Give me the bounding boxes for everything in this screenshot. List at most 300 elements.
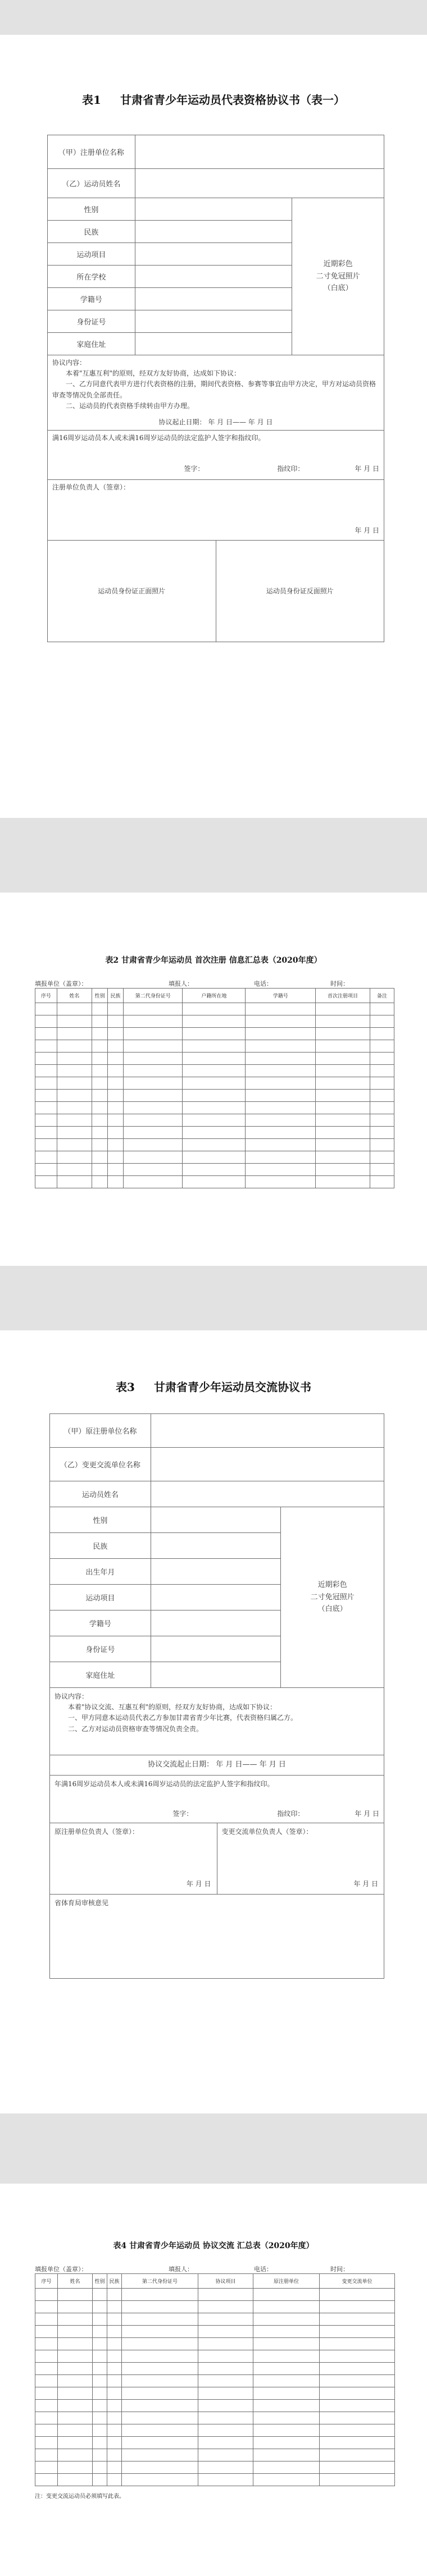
form2-table-cell[interactable] (35, 1176, 57, 1188)
form2-table-cell[interactable] (316, 1053, 370, 1065)
form2-table-cell[interactable] (108, 1077, 124, 1090)
form2-table-cell[interactable] (124, 1090, 183, 1102)
form3-id-no-value[interactable] (151, 1636, 281, 1662)
form4-table-cell[interactable] (253, 2474, 320, 2486)
form4-table-cell[interactable] (93, 2400, 107, 2412)
form2-table-cell[interactable] (124, 1065, 183, 1077)
form2-table-cell[interactable] (183, 1127, 246, 1139)
form2-table-cell[interactable] (108, 1102, 124, 1114)
form4-table-cell[interactable] (320, 2412, 395, 2424)
form4-table-cell[interactable] (107, 2449, 122, 2461)
form2-table-cell[interactable] (370, 1053, 394, 1065)
form2-table-cell[interactable] (246, 1102, 316, 1114)
form4-col-ethnic: 民族 (107, 2274, 122, 2289)
form2-table-cell[interactable] (370, 1003, 394, 1015)
form2-table-cell[interactable] (92, 1077, 108, 1090)
form2-table-cell[interactable] (108, 1151, 124, 1164)
form2-table-cell[interactable] (124, 1053, 183, 1065)
form4-table-cell[interactable] (35, 2289, 58, 2301)
form2-col-student-no: 学籍号 (246, 989, 316, 1003)
form4-table-cell[interactable] (58, 2350, 93, 2363)
form2-table-cell[interactable] (57, 1176, 92, 1188)
form4-table-cell[interactable] (320, 2400, 395, 2412)
form2-table-cell[interactable] (57, 1065, 92, 1077)
form2-table-cell[interactable] (370, 1127, 394, 1139)
form1-title-text: 甘肃省青少年运动员代表资格协议书（表一） (120, 93, 345, 107)
form1-school-value[interactable] (135, 266, 292, 288)
form2-table-cell[interactable] (57, 1090, 92, 1102)
form2-table-cell[interactable] (316, 1028, 370, 1040)
form2-table-cell[interactable] (183, 1040, 246, 1053)
form2-table-cell[interactable] (370, 1077, 394, 1090)
form2-table-cell[interactable] (370, 1015, 394, 1028)
form2-table-cell[interactable] (108, 1065, 124, 1077)
form4-table-cell[interactable] (93, 2363, 107, 2375)
form2-table-cell[interactable] (246, 1065, 316, 1077)
form4-table-cell[interactable] (107, 2363, 122, 2375)
form4-table-cell[interactable] (35, 2326, 58, 2338)
form1-id-no-value[interactable] (135, 310, 292, 333)
form1-student-no-value[interactable] (135, 288, 292, 310)
form4-table-cell[interactable] (58, 2375, 93, 2387)
form4-table-cell[interactable] (107, 2474, 122, 2486)
form4-table-cell[interactable] (58, 2313, 93, 2326)
form3-agreement-heading: 协议内容： (54, 1692, 89, 1700)
form4-table-cell[interactable] (253, 2313, 320, 2326)
form2-table-cell[interactable] (124, 1127, 183, 1139)
form3-ethnic-value[interactable] (151, 1533, 281, 1559)
form4-table-cell[interactable] (122, 2437, 198, 2449)
form2-table-cell[interactable] (370, 1176, 394, 1188)
form4-table-cell[interactable] (58, 2474, 93, 2486)
form4-table-cell[interactable] (107, 2424, 122, 2437)
form2-table-cell[interactable] (183, 1139, 246, 1151)
form2-table-cell[interactable] (108, 1114, 124, 1127)
form2-table-cell[interactable] (316, 1040, 370, 1053)
form2-table-cell[interactable] (246, 1176, 316, 1188)
form4-table-cell[interactable] (58, 2437, 93, 2449)
form2-table-cell[interactable] (57, 1114, 92, 1127)
form4-table-cell[interactable] (122, 2449, 198, 2461)
form2-table-cell[interactable] (316, 1015, 370, 1028)
form2-table-cell[interactable] (35, 1003, 57, 1015)
form4-table-cell[interactable] (93, 2375, 107, 2387)
form2-table-cell[interactable] (246, 1077, 316, 1090)
form4-table-cell[interactable] (198, 2375, 253, 2387)
form3-sport-value[interactable] (151, 1585, 281, 1610)
form4-table-cell[interactable] (198, 2387, 253, 2400)
form2-table-cell[interactable] (246, 1139, 316, 1151)
form2-table-cell[interactable] (370, 1164, 394, 1176)
form2-table-cell[interactable] (316, 1176, 370, 1188)
form1-gender-value[interactable] (135, 198, 292, 221)
form4-table-cell[interactable] (93, 2338, 107, 2350)
form4-table-cell[interactable] (93, 2289, 107, 2301)
form4-table-cell[interactable] (320, 2350, 395, 2363)
form2-table-cell[interactable] (35, 1164, 57, 1176)
form4-table-cell[interactable] (253, 2326, 320, 2338)
form1-sign-date: 年 月 日 (355, 465, 379, 473)
form4-table-cell[interactable] (122, 2301, 198, 2313)
form4-table-cell[interactable] (107, 2338, 122, 2350)
form2-table-cell[interactable] (35, 1102, 57, 1114)
page-form-4 (0, 2184, 427, 2576)
form4-table-cell[interactable] (253, 2437, 320, 2449)
form4-table-cell[interactable] (35, 2363, 58, 2375)
form2-table-cell[interactable] (183, 1015, 246, 1028)
form4-table-cell[interactable] (122, 2375, 198, 2387)
form2-table-cell[interactable] (316, 1003, 370, 1015)
form2-table-cell[interactable] (246, 1090, 316, 1102)
form2-table-cell[interactable] (92, 1114, 108, 1127)
form2-table-cell[interactable] (35, 1053, 57, 1065)
form2-table-cell[interactable] (35, 1040, 57, 1053)
form2-table-cell[interactable] (124, 1003, 183, 1015)
form2-table-cell[interactable] (35, 1090, 57, 1102)
form4-table-cell[interactable] (198, 2350, 253, 2363)
form2-table-cell[interactable] (108, 1003, 124, 1015)
form2-table-cell[interactable] (183, 1151, 246, 1164)
form4-table-cell[interactable] (320, 2474, 395, 2486)
form4-table-cell[interactable] (35, 2461, 58, 2474)
form1-yi-value[interactable] (135, 169, 384, 198)
form4-table-cell[interactable] (58, 2424, 93, 2437)
form2-table-cell[interactable] (92, 1028, 108, 1040)
form4-table-cell[interactable] (58, 2326, 93, 2338)
form4-table-cell[interactable] (320, 2387, 395, 2400)
form3-new-unit-cell (217, 1823, 384, 1894)
form4-table-cell[interactable] (35, 2387, 58, 2400)
form4-table-cell[interactable] (93, 2461, 107, 2474)
form2-table-cell[interactable] (57, 1015, 92, 1028)
form2-table-cell[interactable] (57, 1127, 92, 1139)
form2-table-cell[interactable] (370, 1028, 394, 1040)
form4-table-cell[interactable] (35, 2424, 58, 2437)
form4-table-cell[interactable] (122, 2289, 198, 2301)
form4-table-cell[interactable] (93, 2437, 107, 2449)
form4-table-cell[interactable] (122, 2313, 198, 2326)
form4-table-cell[interactable] (58, 2461, 93, 2474)
form2-table-cell[interactable] (124, 1164, 183, 1176)
form4-table-cell[interactable] (58, 2387, 93, 2400)
form2-table-cell[interactable] (35, 1028, 57, 1040)
form4-table-cell[interactable] (198, 2474, 253, 2486)
form2-table-cell[interactable] (316, 1065, 370, 1077)
form4-table-cell[interactable] (93, 2449, 107, 2461)
form2-table-cell[interactable] (370, 1114, 394, 1127)
form1-ethnic-value[interactable] (135, 221, 292, 243)
form2-table-cell[interactable] (57, 1053, 92, 1065)
form4-table-cell[interactable] (198, 2363, 253, 2375)
form2-table-cell[interactable] (108, 1053, 124, 1065)
form4-table-cell[interactable] (253, 2301, 320, 2313)
form2-table-cell[interactable] (108, 1090, 124, 1102)
form2-table-cell[interactable] (316, 1139, 370, 1151)
form4-table-cell[interactable] (253, 2289, 320, 2301)
form2-table-cell[interactable] (57, 1040, 92, 1053)
form4-table-cell[interactable] (253, 2387, 320, 2400)
form4-col-new-unit: 变更交流单位 (320, 2274, 395, 2289)
form4-table-cell[interactable] (93, 2326, 107, 2338)
form4-table-cell[interactable] (107, 2313, 122, 2326)
form2-table-cell[interactable] (92, 1151, 108, 1164)
form2-table-cell[interactable] (316, 1151, 370, 1164)
form2-filler: 填报人： (169, 980, 193, 987)
form2-table-cell[interactable] (246, 1028, 316, 1040)
form2-table-cell[interactable] (108, 1015, 124, 1028)
form4-table-cell[interactable] (198, 2326, 253, 2338)
form4-table-cell[interactable] (320, 2461, 395, 2474)
form2-table-cell[interactable] (57, 1003, 92, 1015)
form4-table-cell[interactable] (320, 2326, 395, 2338)
form2-table-cell[interactable] (35, 1139, 57, 1151)
form2-table-cell[interactable] (370, 1065, 394, 1077)
form2-table-cell[interactable] (57, 1139, 92, 1151)
form4-table-cell[interactable] (35, 2301, 58, 2313)
form2-table-cell[interactable] (92, 1040, 108, 1053)
form4-table-cell[interactable] (93, 2412, 107, 2424)
form4-table-cell[interactable] (58, 2338, 93, 2350)
form2-table-cell[interactable] (57, 1028, 92, 1040)
form4-table-cell[interactable] (320, 2301, 395, 2313)
form4-table-cell[interactable] (198, 2313, 253, 2326)
form2-table-cell[interactable] (124, 1139, 183, 1151)
form4-table-cell[interactable] (198, 2437, 253, 2449)
form4-table-cell[interactable] (107, 2400, 122, 2412)
form4-table-cell[interactable] (320, 2375, 395, 2387)
form4-table-cell[interactable] (253, 2449, 320, 2461)
form2-table-cell[interactable] (108, 1127, 124, 1139)
form4-table-cell[interactable] (107, 2289, 122, 2301)
form4-table-cell[interactable] (122, 2424, 198, 2437)
form1-jia-value[interactable] (135, 135, 384, 169)
form2-table-cell[interactable] (183, 1090, 246, 1102)
form4-table-cell[interactable] (122, 2350, 198, 2363)
form4-table-cell[interactable] (253, 2338, 320, 2350)
form4-table-cell[interactable] (58, 2412, 93, 2424)
form4-table-cell[interactable] (253, 2461, 320, 2474)
form4-table-cell[interactable] (35, 2474, 58, 2486)
form2-table-cell[interactable] (92, 1139, 108, 1151)
form4-time: 时间： (330, 2266, 349, 2273)
form4-table-cell[interactable] (58, 2289, 93, 2301)
form4-table-cell[interactable] (253, 2424, 320, 2437)
form3-name-value[interactable] (151, 1481, 384, 1507)
form2-table-cell[interactable] (57, 1164, 92, 1176)
form4-table-cell[interactable] (107, 2461, 122, 2474)
form3-birth-value[interactable] (151, 1559, 281, 1585)
form4-table-cell[interactable] (122, 2387, 198, 2400)
form4-table-cell[interactable] (93, 2424, 107, 2437)
form2-table-cell[interactable] (316, 1077, 370, 1090)
form2-table-cell[interactable] (124, 1040, 183, 1053)
form4-table-cell[interactable] (93, 2350, 107, 2363)
form2-table-cell[interactable] (246, 1127, 316, 1139)
form2-table-cell[interactable] (183, 1164, 246, 1176)
form2-table-cell[interactable] (35, 1114, 57, 1127)
form4-table-cell[interactable] (122, 2326, 198, 2338)
form4-table-cell[interactable] (35, 2400, 58, 2412)
form4-table-cell[interactable] (253, 2400, 320, 2412)
form4-table-cell[interactable] (253, 2412, 320, 2424)
form2-table-cell[interactable] (183, 1053, 246, 1065)
form4-table-cell[interactable] (320, 2424, 395, 2437)
form2-table-cell[interactable] (92, 1053, 108, 1065)
form2-table-cell[interactable] (370, 1139, 394, 1151)
form4-table-cell[interactable] (122, 2363, 198, 2375)
form2-table-cell[interactable] (35, 1015, 57, 1028)
form2-table-cell[interactable] (92, 1102, 108, 1114)
form2-table-row (35, 1127, 394, 1139)
form3-address-value[interactable] (151, 1662, 281, 1688)
form2-table-cell[interactable] (246, 1053, 316, 1065)
form2-table-cell[interactable] (108, 1139, 124, 1151)
form2-table-cell[interactable] (92, 1090, 108, 1102)
form2-table-cell[interactable] (108, 1040, 124, 1053)
form4-table-cell[interactable] (93, 2301, 107, 2313)
form4-table-cell[interactable] (107, 2326, 122, 2338)
form2-table-cell[interactable] (57, 1077, 92, 1090)
form4-table-cell[interactable] (320, 2289, 395, 2301)
form4-table-cell[interactable] (320, 2449, 395, 2461)
form4-table-cell[interactable] (35, 2375, 58, 2387)
form2-table-cell[interactable] (108, 1028, 124, 1040)
form4-table-cell[interactable] (122, 2400, 198, 2412)
form2-table-cell[interactable] (92, 1127, 108, 1139)
form2-table-cell[interactable] (92, 1176, 108, 1188)
form4-table-cell[interactable] (198, 2449, 253, 2461)
form4-table-row (35, 2400, 395, 2412)
form4-table-cell[interactable] (107, 2301, 122, 2313)
form2-table-cell[interactable] (183, 1176, 246, 1188)
form1-sport-value[interactable] (135, 243, 292, 266)
form4-table-cell[interactable] (35, 2350, 58, 2363)
form4-table-cell[interactable] (198, 2400, 253, 2412)
form3-jia-value[interactable] (151, 1414, 384, 1448)
form2-table-cell[interactable] (246, 1164, 316, 1176)
form2-table-cell[interactable] (316, 1164, 370, 1176)
form3-yi-value[interactable] (151, 1448, 384, 1481)
form4-table-cell[interactable] (198, 2289, 253, 2301)
form4-table-cell[interactable] (122, 2474, 198, 2486)
form2-table-cell[interactable] (35, 1065, 57, 1077)
form4-table-cell[interactable] (93, 2474, 107, 2486)
form2-table-cell[interactable] (108, 1176, 124, 1188)
form2-table-cell[interactable] (35, 1127, 57, 1139)
form4-table-cell[interactable] (122, 2338, 198, 2350)
form2-table-cell[interactable] (370, 1102, 394, 1114)
form4-table-cell[interactable] (198, 2301, 253, 2313)
form4-table-cell[interactable] (320, 2363, 395, 2375)
form2-table-cell[interactable] (92, 1003, 108, 1015)
form4-table-cell[interactable] (58, 2449, 93, 2461)
form4-table-cell[interactable] (198, 2338, 253, 2350)
form2-table-cell[interactable] (92, 1164, 108, 1176)
form4-table-row (35, 2437, 395, 2449)
form2-table-cell[interactable] (316, 1127, 370, 1139)
form4-table-cell[interactable] (253, 2350, 320, 2363)
form3-gender-value[interactable] (151, 1507, 281, 1533)
form4-table-cell[interactable] (35, 2338, 58, 2350)
form2-table-cell[interactable] (370, 1090, 394, 1102)
form2-table-cell[interactable] (316, 1102, 370, 1114)
form2-table-cell[interactable] (124, 1015, 183, 1028)
form3-title (0, 1378, 427, 1394)
form2-table-cell[interactable] (124, 1114, 183, 1127)
form2-table-cell[interactable] (183, 1102, 246, 1114)
form4-table-cell[interactable] (107, 2437, 122, 2449)
form4-table-cell[interactable] (320, 2313, 395, 2326)
form2-table-cell[interactable] (92, 1065, 108, 1077)
form4-table-cell[interactable] (58, 2400, 93, 2412)
form2-table-cell[interactable] (246, 1114, 316, 1127)
form2-table-cell[interactable] (183, 1003, 246, 1015)
form4-table-cell[interactable] (93, 2313, 107, 2326)
form2-table-cell[interactable] (246, 1003, 316, 1015)
form4-table-cell[interactable] (253, 2375, 320, 2387)
form4-table-cell[interactable] (107, 2375, 122, 2387)
form2-table-cell[interactable] (370, 1040, 394, 1053)
form4-table-cell[interactable] (35, 2412, 58, 2424)
form2-table-row (35, 1065, 394, 1077)
form4-table-cell[interactable] (58, 2301, 93, 2313)
form4-table-cell[interactable] (320, 2437, 395, 2449)
form2-table-cell[interactable] (246, 1151, 316, 1164)
form4-col-name: 姓名 (58, 2274, 93, 2289)
form2-table-cell[interactable] (183, 1065, 246, 1077)
form2-table-cell[interactable] (124, 1151, 183, 1164)
form3-student-no-value[interactable] (151, 1610, 281, 1636)
form2-table-cell[interactable] (124, 1102, 183, 1114)
form2-table-cell[interactable] (124, 1028, 183, 1040)
form2-table-cell[interactable] (92, 1015, 108, 1028)
form4-table-cell[interactable] (58, 2363, 93, 2375)
form4-table-cell[interactable] (122, 2412, 198, 2424)
form4-table-cell[interactable] (107, 2350, 122, 2363)
form1-address-value[interactable] (135, 333, 292, 355)
form2-table-cell[interactable] (57, 1102, 92, 1114)
form2-table-cell[interactable] (183, 1077, 246, 1090)
form4-table-cell[interactable] (198, 2461, 253, 2474)
form2-table-cell[interactable] (35, 1077, 57, 1090)
form4-table-cell[interactable] (198, 2412, 253, 2424)
form2-table-cell[interactable] (246, 1015, 316, 1028)
form2-table-cell[interactable] (316, 1114, 370, 1127)
form2-table-cell[interactable] (35, 1151, 57, 1164)
form2-table-cell[interactable] (108, 1164, 124, 1176)
form4-table-cell[interactable] (107, 2412, 122, 2424)
form2-table-cell[interactable] (183, 1028, 246, 1040)
form2-table-cell[interactable] (57, 1151, 92, 1164)
form2-table-cell[interactable] (124, 1176, 183, 1188)
form4-table-cell[interactable] (35, 2449, 58, 2461)
form4-table-cell[interactable] (320, 2338, 395, 2350)
form4-table-cell[interactable] (122, 2461, 198, 2474)
form4-table-cell[interactable] (35, 2313, 58, 2326)
form2-table-cell[interactable] (124, 1077, 183, 1090)
form2-table-cell[interactable] (370, 1151, 394, 1164)
form2-table-cell[interactable] (246, 1040, 316, 1053)
form4-table-cell[interactable] (93, 2387, 107, 2400)
form3-new-unit-date: 年 月 日 (353, 1880, 378, 1888)
form2-table-cell[interactable] (316, 1090, 370, 1102)
form1-fingerprint-label: 指纹印： (277, 465, 305, 473)
form4-table-cell[interactable] (35, 2437, 58, 2449)
form4-table-cell[interactable] (107, 2387, 122, 2400)
form4-table-cell[interactable] (198, 2424, 253, 2437)
form4-table-cell[interactable] (253, 2363, 320, 2375)
form2-table-cell[interactable] (183, 1114, 246, 1127)
